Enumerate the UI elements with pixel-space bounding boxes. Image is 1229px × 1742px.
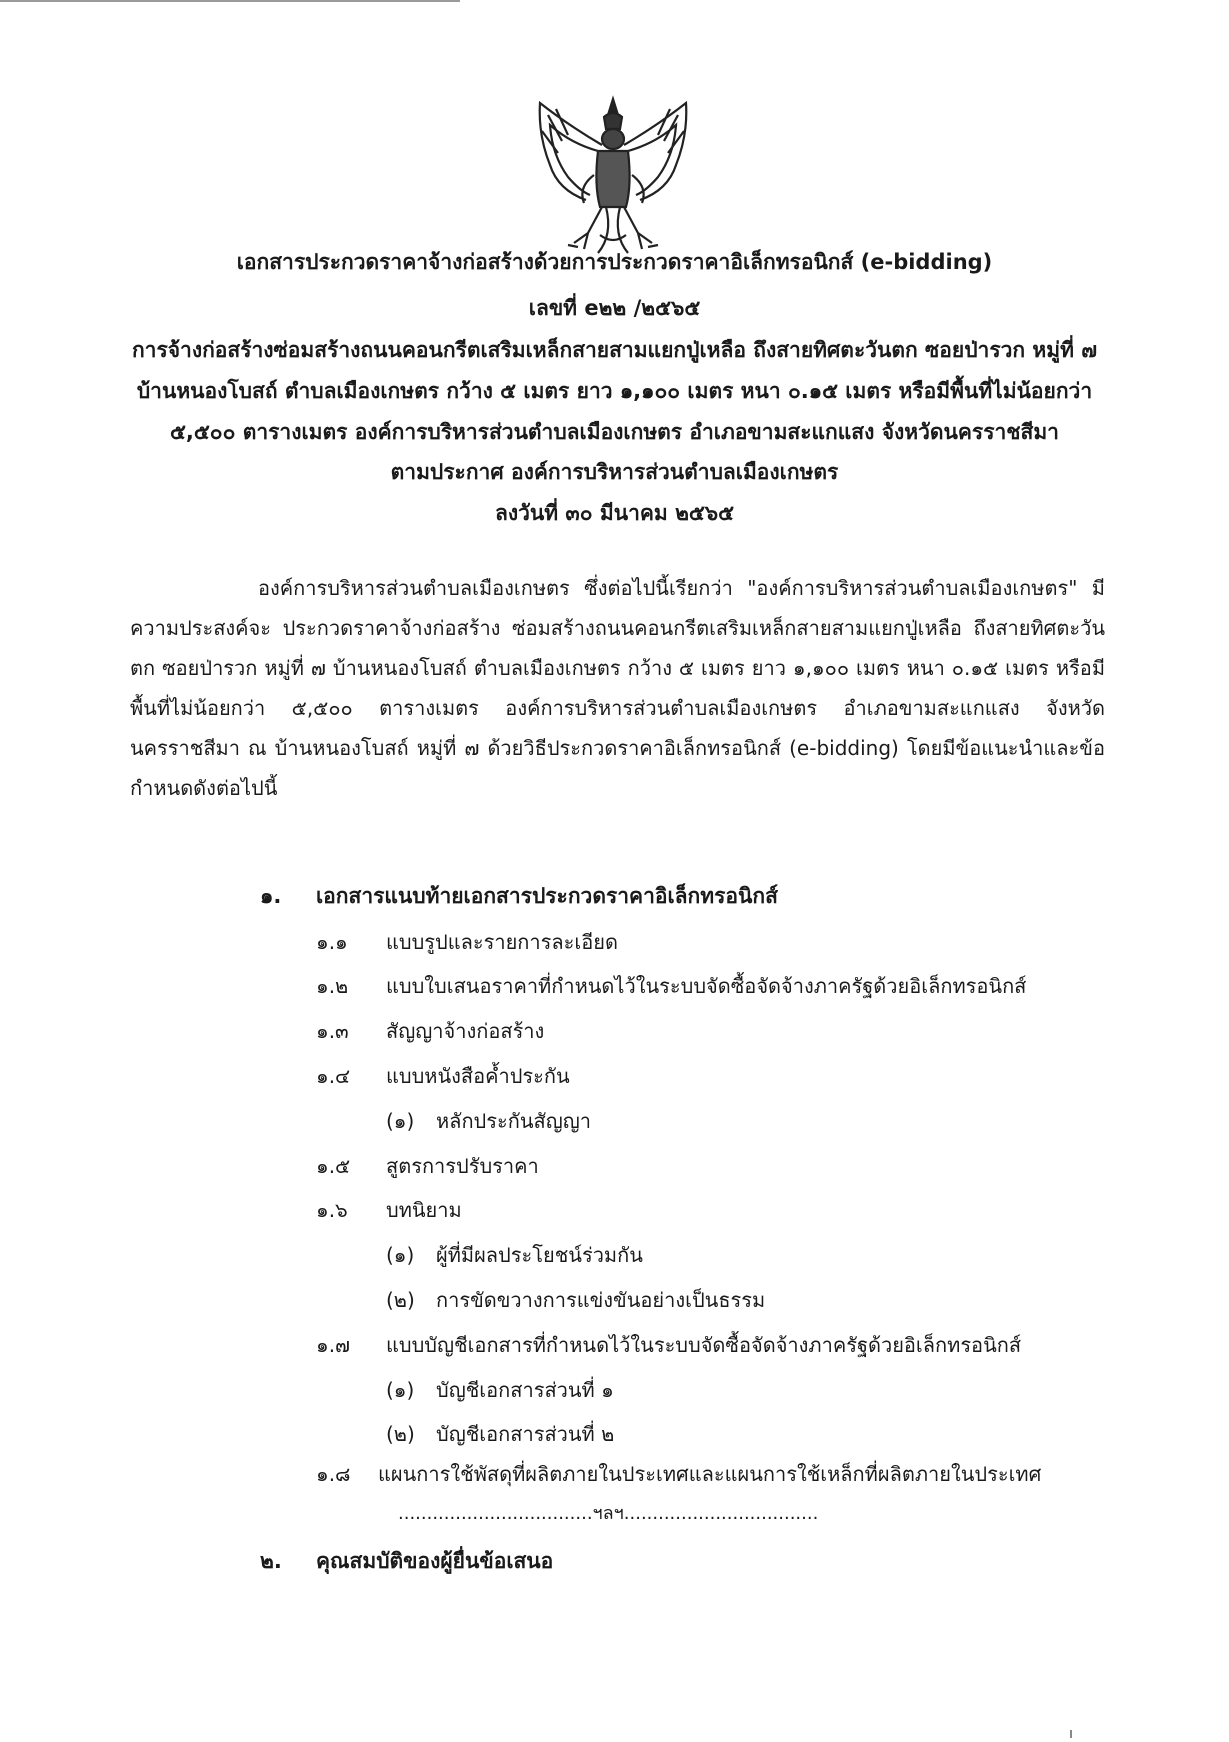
document-title: เอกสารประกวดราคาจ้างก่อสร้างด้วยการประกวดราคาอิเล็กทรอนิกส์ (e-bidding): [236, 250, 993, 274]
item-number: ๑.๑: [316, 930, 348, 954]
list-item: [316, 1060, 570, 1092]
item-number: ๑.๔: [316, 1064, 351, 1088]
item-number: ๑.๘: [316, 1462, 351, 1486]
item-number: ๑.๓: [316, 1019, 349, 1043]
list-item: [316, 1329, 1021, 1361]
list-item: [316, 926, 618, 958]
subject-line-2: บ้านหนองโบสถ์ ตำบลเมืองเกษตร กว้าง ๕ เมตร ยาว ๑,๑๐๐ เมตร หนา ๐.๑๕ เมตร หรือมีพื้นที่ไม่น้อยกว่า: [136, 379, 1093, 403]
intro-paragraph-text: องค์การบริหารส่วนตำบลเมืองเกษตร ซึ่งต่อไปนี้เรียกว่า "องค์การบริหารส่วนตำบลเมืองเกษตร" มีความประสงค์จะ ประกวดราคาจ้างก่อสร้าง ซ่อมสร้างถนนคอนกรีตเสริมเหล็กสายสามแยกปู่เหลือ ถึงสายทิศตะวันตก ซอยป่ารวก หมู่ที่ ๗ บ้านหนองโบสถ์ ตำบลเมืองเกษตร กว้าง ๕ เมตร ยาว ๑,๑๐๐ เมตร หนา ๐.๑๕ เมตร หรือมีพื้นที่ไม่น้อยกว่า ๕,๕๐๐ ตารางเมตร องค์การบริหารส่วนตำบลเมืองเกษตร อำเภอขามสะแกแสง จังหวัดนครราชสีมา ณ บ้านหนองโบสถ์ หมู่ที่ ๗ ด้วยวิธีประกวดราคาอิเล็กทรอนิกส์ (e-bidding) โดยมีข้อแนะนำและข้อกำหนดดังต่อไปนี้: [130, 576, 1105, 800]
item-text: แบบหนังสือค้ำประกัน: [386, 1064, 570, 1088]
etc-line: ..................................ฯลฯ..................................: [398, 1503, 819, 1524]
section-1-title: เอกสารแนบท้ายเอกสารประกวดราคาอิเล็กทรอนิกส์: [316, 884, 778, 908]
subject-line-1: การจ้างก่อสร้างซ่อมสร้างถนนคอนกรีตเสริมเหล็กสายสามแยกปู่เหลือ ถึงสายทิศตะวันตก ซอยป่ารวก หมู่ที่ ๗: [131, 338, 1098, 362]
garuda-emblem-icon: [528, 95, 698, 257]
scan-mark: [1070, 1730, 1072, 1738]
item-number: ๑.๗: [316, 1333, 351, 1357]
section-2-title: คุณสมบัติของผู้ยื่นข้อเสนอ: [316, 1549, 554, 1573]
date-line: ลงวันที่ ๓๐ มีนาคม ๒๕๖๕: [494, 501, 735, 525]
intro-paragraph: [130, 568, 1105, 808]
list-item: [386, 1284, 765, 1316]
document-number: เลขที่ e๒๒ /๒๕๖๕: [528, 296, 701, 320]
section-1-number: ๑.: [260, 884, 282, 908]
item-number: (๒): [386, 1422, 415, 1446]
list-item: [386, 1105, 591, 1137]
item-text: ผู้ที่มีผลประโยชน์ร่วมกัน: [436, 1243, 643, 1267]
item-text: หลักประกันสัญญา: [436, 1109, 592, 1133]
item-number: (๑): [386, 1243, 415, 1267]
item-number: ๑.๕: [316, 1154, 351, 1178]
item-text: แผนการใช้พัสดุที่ผลิตภายในประเทศและแผนการใช้เหล็กที่ผลิตภายในประเทศ: [378, 1462, 1042, 1486]
list-item: [316, 970, 1026, 1002]
list-item: [316, 1194, 462, 1226]
item-number: ๑.๒: [316, 974, 349, 998]
section-2-number: ๒.: [260, 1549, 282, 1573]
item-text: การขัดขวางการแข่งขันอย่างเป็นธรรม: [436, 1288, 766, 1312]
subject-line-3: ๕,๕๐๐ ตารางเมตร องค์การบริหารส่วนตำบลเมืองเกษตร อำเภอขามสะแกแสง จังหวัดนครราชสีมา: [170, 420, 1059, 444]
item-number: (๒): [386, 1288, 415, 1312]
item-number: (๑): [386, 1378, 415, 1402]
list-item: [316, 1150, 539, 1182]
item-text: แบบบัญชีเอกสารที่กำหนดไว้ในระบบจัดซื้อจัดจ้างภาครัฐด้วยอิเล็กทรอนิกส์: [386, 1333, 1022, 1357]
list-item: [316, 1458, 1041, 1490]
item-number: (๑): [386, 1109, 415, 1133]
list-item: [386, 1374, 614, 1406]
item-text: แบบใบเสนอราคาที่กำหนดไว้ในระบบจัดซื้อจัดจ้างภาครัฐด้วยอิเล็กทรอนิกส์: [386, 974, 1027, 998]
item-text: บัญชีเอกสารส่วนที่ ๒: [436, 1422, 615, 1446]
list-item: [386, 1418, 614, 1450]
announcement-line: ตามประกาศ องค์การบริหารส่วนตำบลเมืองเกษตร: [390, 460, 839, 484]
item-text: สัญญาจ้างก่อสร้าง: [386, 1019, 545, 1043]
top-edge-line: [0, 0, 460, 2]
item-number: ๑.๖: [316, 1198, 348, 1222]
item-text: บทนิยาม: [386, 1198, 462, 1222]
item-text: บัญชีเอกสารส่วนที่ ๑: [436, 1378, 614, 1402]
list-item: [316, 1015, 544, 1047]
item-text: สูตรการปรับราคา: [386, 1154, 539, 1178]
item-text: แบบรูปและรายการละเอียด: [386, 930, 618, 954]
list-item: [386, 1239, 643, 1271]
